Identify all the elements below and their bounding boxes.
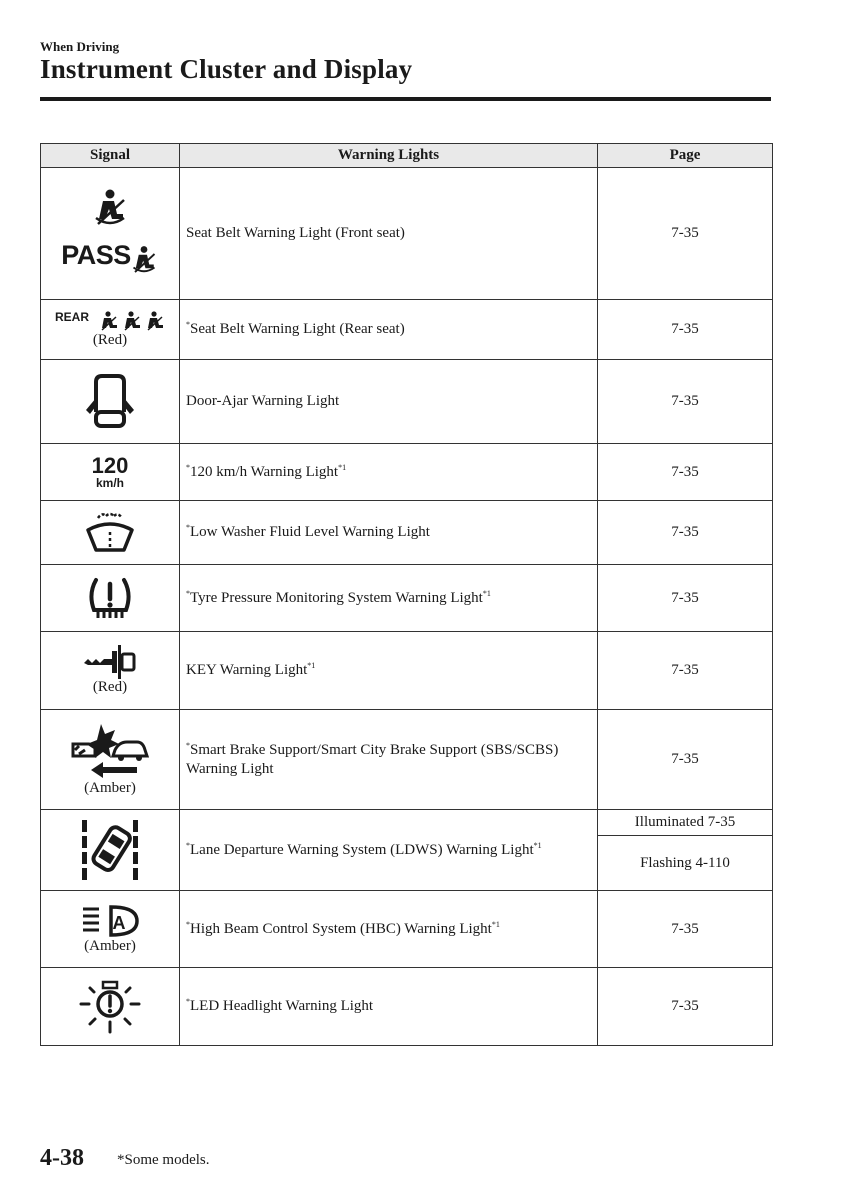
signal-cell [41,891,180,968]
table-row [41,360,773,444]
warning-lights-table [40,143,773,1046]
signal-cell [41,968,180,1046]
warning-light-name: *LED Headlight Warning Light [180,968,598,1046]
door-ajar-icon [80,393,140,409]
page-ref: 7-35 [598,501,773,565]
page-title: Instrument Cluster and Display [40,54,413,84]
signal-cell [41,168,180,300]
page-ref: 7-35 [598,968,773,1046]
warning-light-name: *Lane Departure Warning System (LDWS) Warning Light$^{*1}$ [180,810,598,891]
key-icon [82,645,138,679]
lane-departure-icon [80,841,140,857]
warning-light-name: *High Beam Control System (HBC) Warning Light$^{*1}$ [180,891,598,968]
seat-belt-rear-icon [99,310,165,332]
page-ref-flashing: Flashing 4-110 [598,836,773,891]
warning-light-name: *Smart Brake Support/Smart City Brake Support (SBS/SCBS) Warning Light [180,710,598,810]
signal-cell [41,360,180,444]
column-header-warning-lights: Warning Lights [180,144,598,168]
signal-cell [41,300,180,360]
svg-text:A: A [112,912,126,933]
tyre-pressure-icon [84,589,136,605]
signal-cell [41,444,180,501]
pass-label: PASS [61,240,131,270]
footnote: *Some models. [117,1152,210,1168]
table-row [41,891,773,968]
page-ref: 7-35 [598,300,773,360]
signal-cell [41,632,180,710]
page-ref: 7-35 [598,168,773,300]
page-ref-illuminated: Illuminated 7-35 [598,810,773,836]
warning-light-name: *Tyre Pressure Monitoring System Warning Light$^{*1}$ [180,565,598,632]
page-ref: 7-35 [598,632,773,710]
table-row [41,501,773,565]
rear-label: REAR [54,310,89,324]
page-ref: 7-35 [598,565,773,632]
color-note: (Red) [92,679,128,695]
signal-cell [41,565,180,632]
signal-cell [41,810,180,891]
color-note: (Red) [92,332,128,348]
seat-belt-front-icon [90,188,130,228]
page-ref: 7-35 [598,360,773,444]
speed-120-icon: 120 km/h [91,453,129,490]
table-row [41,810,773,836]
page-ref: 7-35 [598,891,773,968]
table-row [41,710,773,810]
led-headlight-icon [79,998,141,1014]
warning-light-name: Door-Ajar Warning Light [180,360,598,444]
color-note: (Amber) [84,780,136,796]
signal-cell [41,710,180,810]
color-note: (Amber) [84,937,136,954]
table-row [41,968,773,1046]
page-number: 4-38 [40,1145,84,1171]
table-row [41,300,773,360]
table-row [41,168,773,300]
table-row [41,632,773,710]
washer-fluid-icon [84,524,136,540]
section-label: When Driving [40,39,120,54]
table-row [41,444,773,501]
table-row [41,565,773,632]
warning-light-name: KEY Warning Light$^{*1}$ [180,632,598,710]
warning-light-name: Seat Belt Warning Light (Front seat) [180,168,598,300]
signal-cell [41,501,180,565]
column-header-signal: Signal [41,144,180,168]
warning-light-name: *120 km/h Warning Light$^{*1}$ [180,444,598,501]
page-ref: 7-35 [598,710,773,810]
page-ref: 7-35 [598,444,773,501]
title-divider [40,97,771,101]
column-header-page: Page [598,144,773,168]
smart-brake-icon [71,722,149,780]
warning-light-name: *Seat Belt Warning Light (Rear seat) [180,300,598,360]
high-beam-control-icon [81,904,139,938]
table-header-row [41,144,773,168]
warning-light-name: *Low Washer Fluid Level Warning Light [180,501,598,565]
